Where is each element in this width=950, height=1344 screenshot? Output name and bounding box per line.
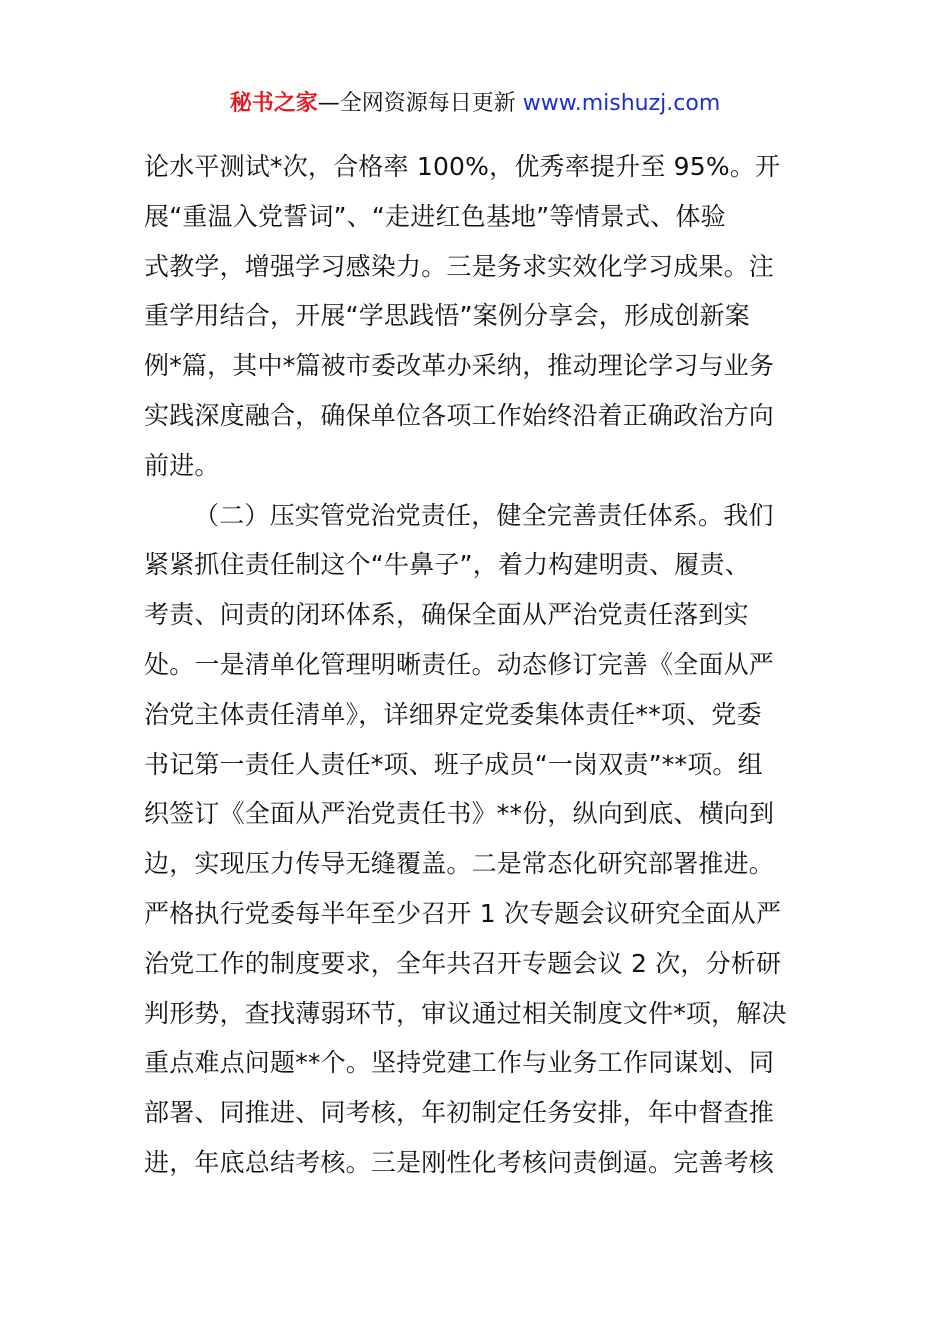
text-line: 进，年底总结考核。三是刚性化考核问责倒逼。完善考核 — [144, 1147, 775, 1177]
website-link[interactable]: www.mishuzj.com — [522, 91, 721, 116]
header-tagline: —全网资源每日更新 — [317, 91, 523, 116]
text-line: 治党工作的制度要求，全年共召开专题会议 2 次，分析研 — [144, 948, 782, 978]
text-line: 判形势，查找薄弱环节，审议通过相关制度文件*项，解决 — [144, 998, 787, 1028]
text-line: 前进。 — [144, 450, 220, 480]
section-heading-line: （二）压实管党治党责任，健全完善责任体系。我们 — [194, 500, 774, 530]
text-line: 书记第一责任人责任*项、班子成员“一岗双责”**项。组 — [144, 749, 763, 779]
text-line: 论水平测试*次，合格率 100%，优秀率提升至 95%。开 — [144, 152, 781, 181]
text-line: 边，实现压力传导无缝覆盖。二是常态化研究部署推进。 — [144, 849, 775, 879]
text-line: 严格执行党委每半年至少召开 1 次专题会议研究全面从严 — [144, 898, 782, 928]
text-line: 考责、问责的闭环体系，确保全面从严治党责任落到实 — [144, 600, 749, 630]
text-line: 实践深度融合，确保单位各项工作始终沿着正确政治方向 — [144, 400, 775, 430]
document-body — [144, 142, 816, 1188]
text-line: 处。一是清单化管理明晰责任。动态修订完善《全面从严 — [144, 649, 775, 679]
text-line: 例*篇，其中*篇被市委改革办采纳，推动理论学习与业务 — [144, 351, 775, 381]
text-line: 展“重温入党誓词”、“走进红色基地”等情景式、体验 — [144, 201, 726, 231]
text-line: 重点难点问题**个。坚持党建工作与业务工作同谋划、同 — [144, 1048, 775, 1078]
page-header — [0, 88, 950, 120]
text-line: 紧紧抓住责任制这个“牛鼻子”，着力构建明责、履责、 — [144, 550, 750, 580]
text-line: 部署、同推进、同考核，年初制定任务安排，年中督查推 — [144, 1098, 775, 1128]
brand-name: 秘书之家 — [229, 91, 318, 116]
text-line: 重学用结合，开展“学思践悟”案例分享会，形成创新案 — [144, 301, 750, 331]
text-line: 织签订《全面从严治党责任书》**份，纵向到底、横向到 — [144, 799, 775, 829]
text-line: 式教学，增强学习感染力。三是务求实效化学习成果。注 — [144, 251, 775, 281]
text-line: 治党主体责任清单》，详细界定党委集体责任**项、党委 — [144, 699, 762, 729]
